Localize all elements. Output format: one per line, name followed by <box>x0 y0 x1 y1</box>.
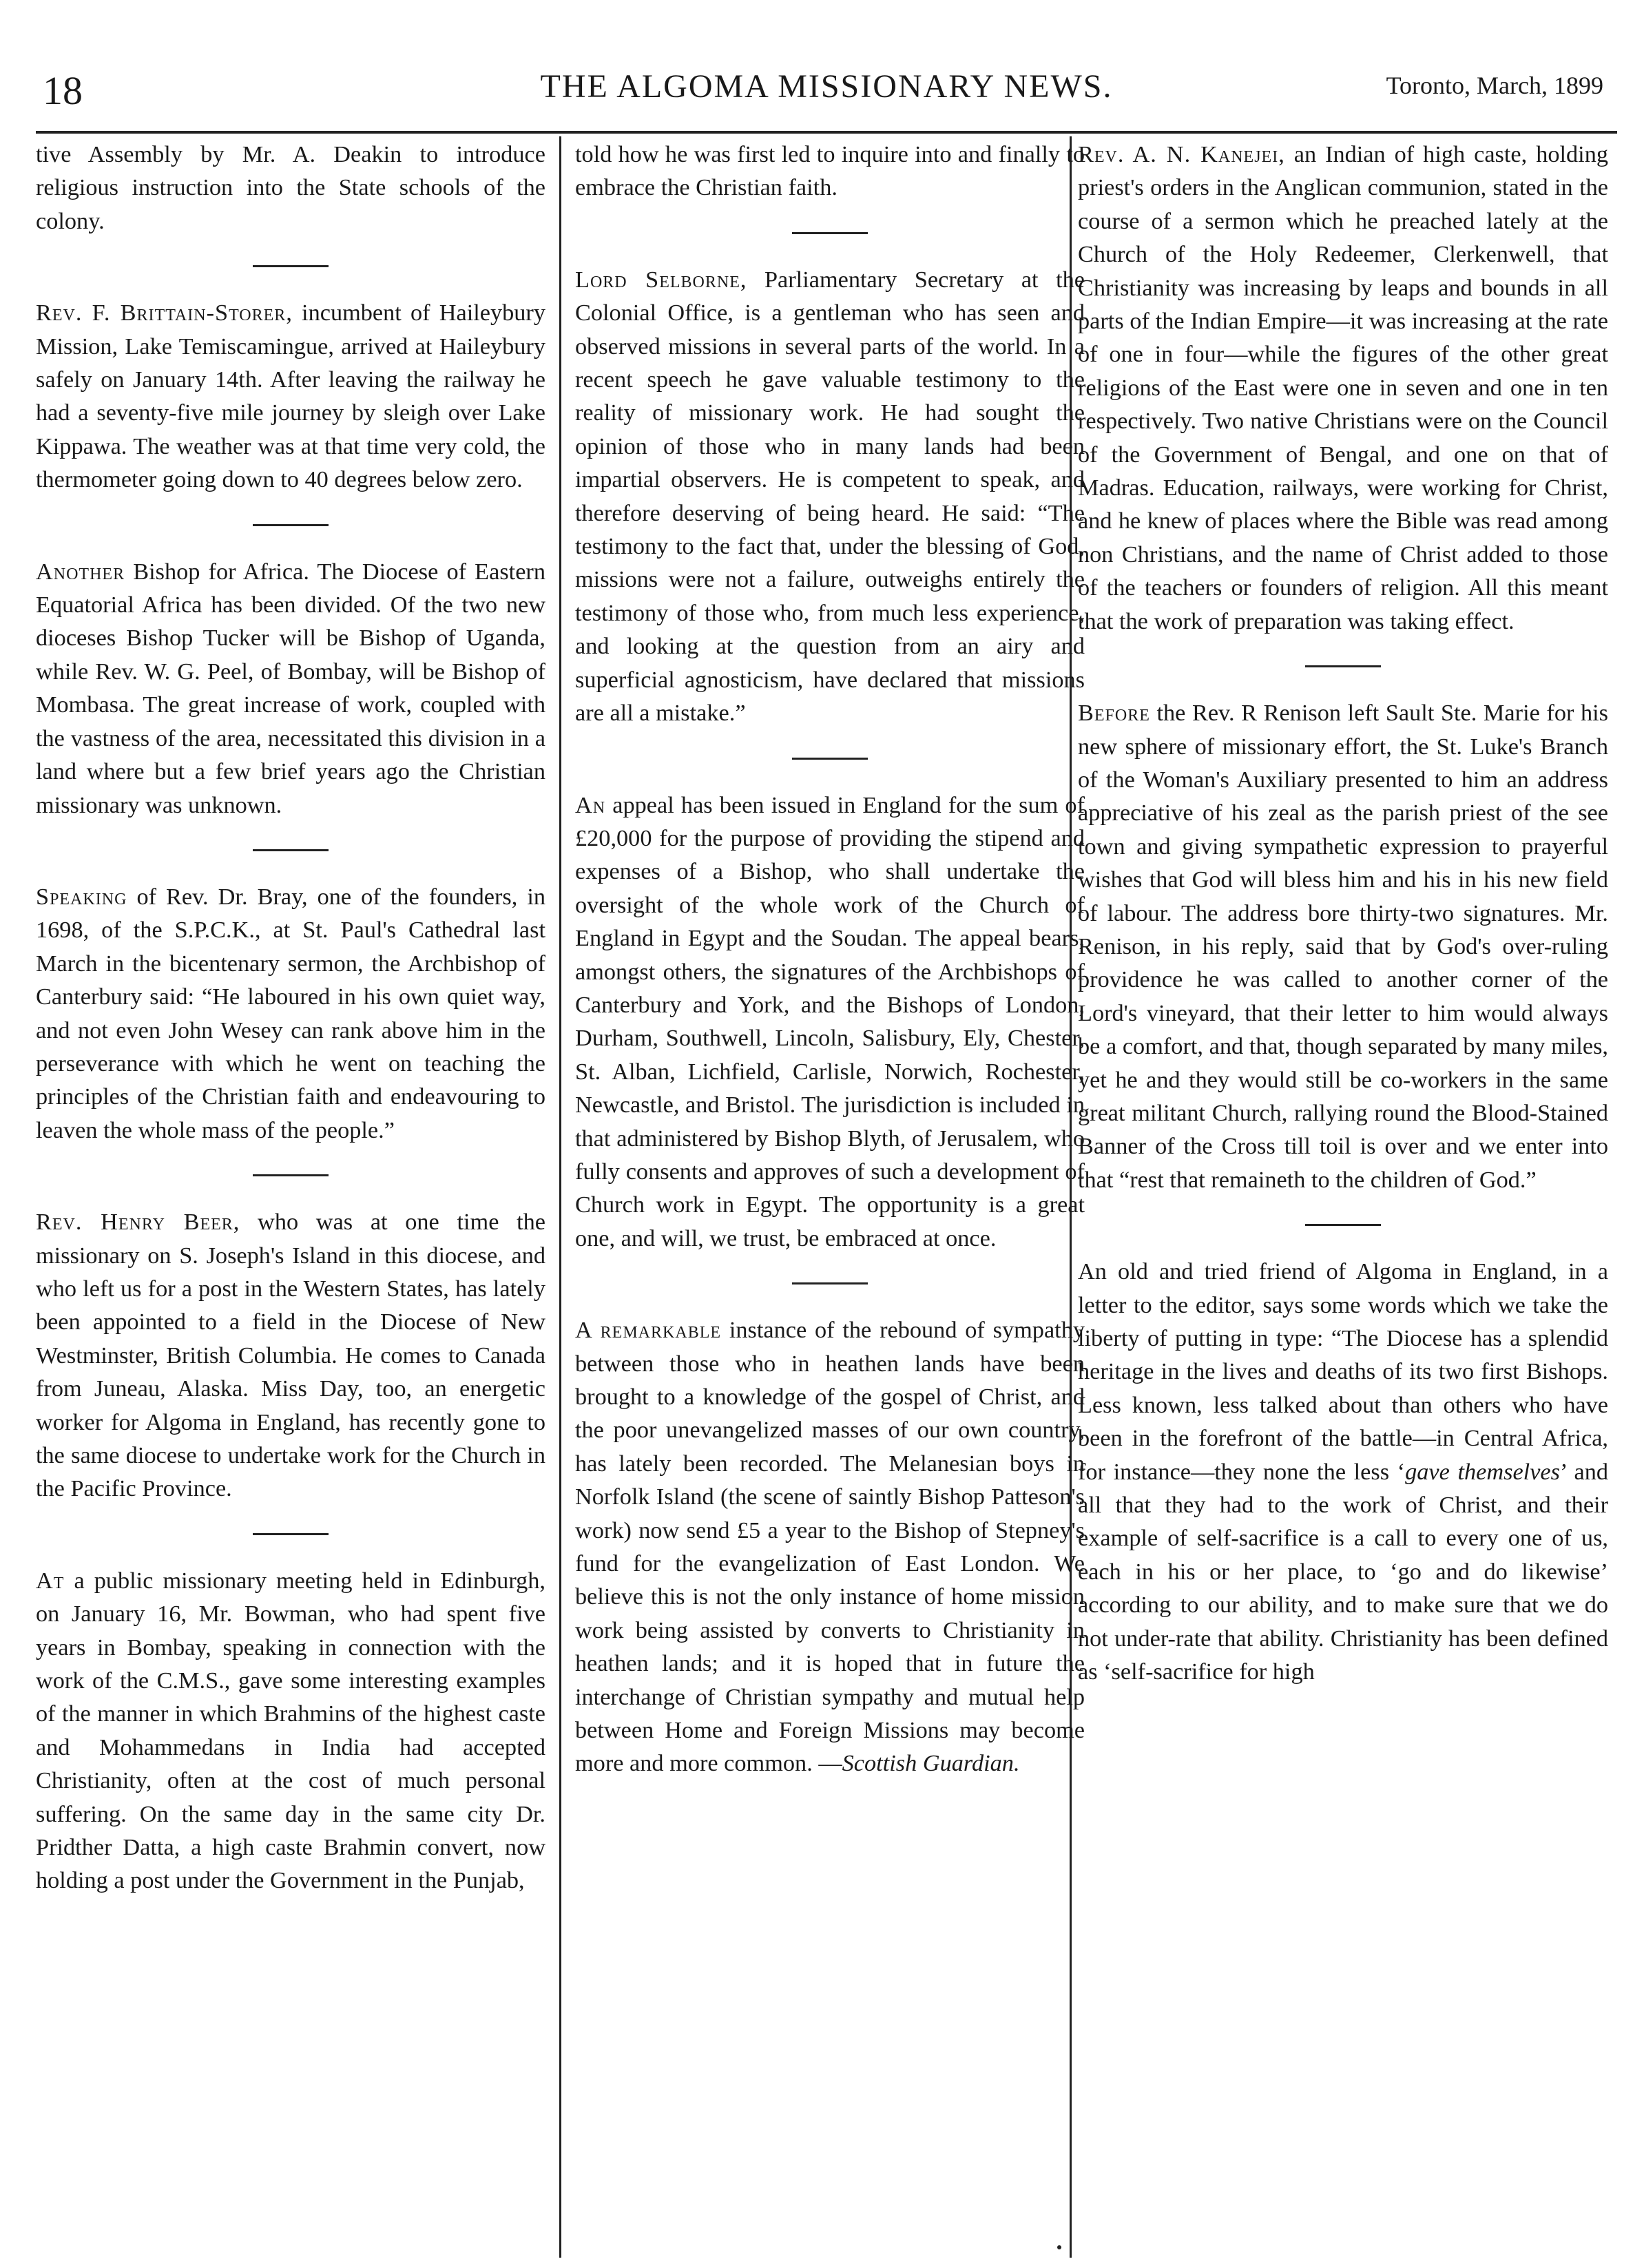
article-paragraph: At a public missionary meeting held in Edinburgh, on January 16, Mr. Bowman, who had spent five years in Bombay, speaking in connection with the work of the C.M.S., gave some interesting examples of the manner in which Brahmins of the highest caste and Mohammedans in India had accepted Christianity, often at the cost of much personal suffering. On the same day in the same city Dr. Pridther Datta, a high caste Brahmin convert, now holding a post under the Government in the Punjab, <box>36 1567 545 1894</box>
header-rule <box>36 131 1617 134</box>
page-number: 18 <box>43 68 83 113</box>
article-paragraph: Lord Selborne, Parliamentary Secretary at the Colonial Office, is a gentleman who has seen and observed missions in several parts of the world. In a recent speech he gave valuable testimony to the reality of missionary work. He had sought the opinion of those who in many lands had been impartial observers. He is competent to speak, and therefore deserving of being heard. He said: “The testimony to the fact that, under the blessing of God, missions were not a failure, outweighs entirely the testimony of those who, from much less experience, and looking at the question from an airy and superficial agnosticism, have declared that missions are all a mistake.” <box>575 266 1085 727</box>
print-mark <box>1057 2245 1061 2249</box>
column-2 <box>575 138 1085 2211</box>
column-1 <box>36 138 545 2211</box>
article-paragraph: Before the Rev. R Renison left Sault Ste. Marie for his new sphere of missionary effort, the St. Luke's Branch of the Woman's Auxiliary presented to him an address appreciative of his zeal as the parish priest of the see town and giving sympathetic expression to prayerful wishes that God will bless him and his in his new field of labour. The address bore thirty-two signatures. Mr. Renison, in his reply, said that by God's over-ruling providence he was called to another corner of the Lord's vineyard, that their letter to him would always be a comfort, and that, though separated by many miles, yet he and they would still be co-workers in the same great militant Church, rallying round the Blood-Stained Banner of the Cross till toil is over and we enter into that “rest that remaineth to the children of God.” <box>1078 700 1608 1193</box>
column-3 <box>1078 138 1608 2211</box>
article-paragraph: tive Assembly by Mr. A. Deakin to introduce religious instruction into the State schools of the colony. <box>36 141 545 234</box>
article-separator <box>792 232 868 234</box>
article-paragraph: Rev. Henry Beer, who was at one time the missionary on S. Joseph's Island in this diocese, and who left us for a post in the Western States, has lately been appointed to a field in the Diocese of New Westminster, British Columbia. He comes to Canada from Juneau, Alaska. Miss Day, too, an energetic worker for Algoma in England, has recently gone to the same diocese to undertake work for the Church in the Pacific Province. <box>36 1209 545 1502</box>
journal-title: THE ALGOMA MISSIONARY NEWS. <box>540 68 1113 105</box>
article-paragraph: Another Bishop for Africa. The Diocese of Eastern Equatorial Africa has been divided. Of the two new dioceses Bishop Tucker will be Bishop of Uganda, while Rev. W. G. Peel, of Bombay, will be Bishop of Mombasa. The great increase of work, coupled with the vastness of the area, necessitated this division in a land where but a few brief years ago the Christian missionary was unknown. <box>36 558 545 818</box>
article-paragraph: An appeal has been issued in England for the sum of £20,000 for the purpose of providing the stipend and expenses of a Bishop, who shall undertake the oversight of the whole work of the Church of England in Egypt and the Soudan. The appeal bears, amongst others, the signatures of the Archbishops of Canterbury and York, and the Bishops of London, Durham, Southwell, Lincoln, Salisbury, Ely, Chester, St. Alban, Lichfield, Carlisle, Norwich, Rochester, Newcastle, and Bristol. The jurisdiction is included in that administered by Bishop Blyth, of Jerusalem, who fully consents and approves of such a development of Church work in Egypt. The opportunity is a great one, and will, we trust, be embraced at once. <box>575 791 1085 1251</box>
article-separator <box>253 265 329 267</box>
article-separator <box>792 758 868 760</box>
article-paragraph: told how he was first led to inquire into and finally to embrace the Christian faith. <box>575 141 1085 201</box>
source-citation: Scottish Guardian. <box>842 1750 1020 1777</box>
article-separator <box>253 524 329 526</box>
article-separator <box>253 1533 329 1535</box>
dateline: Toronto, March, 1899 <box>1386 72 1603 99</box>
article-paragraph: Rev. F. Brittain-Storer, incumbent of Haileybury Mission, Lake Temiscamingue, arrived at Haileybury safely on January 14th. After leaving the railway he had a seventy-five mile journey by sleigh over Lake Kippawa. The weather was at that time very cold, the thermometer going down to 40 degrees below zero. <box>36 300 545 493</box>
article-paragraph: A remarkable instance of the rebound of sympathy between those who in heathen lands have been brought to a knowledge of the gospel of Christ, and the poor unevangelized masses of our own country, has lately been recorded. The Melanesian boys in Norfolk Island (the scene of saintly Bishop Patteson's work) now send £5 a year to the Bishop of Stepney's fund for the evangelization of East London. We believe this is not the only instance of home mission work being assisted by converts to Christianity in heathen lands; and it is hoped that in future the interchange of Christian sympathy and mutual help between Home and Foreign Missions may become more and more common. —Scottish Guardian. <box>575 1317 1085 1777</box>
article-paragraph: Rev. A. N. Kanejei, an Indian of high caste, holding priest's orders in the Anglican communion, stated in the course of a sermon which he preached lately at the Church of the Holy Redeemer, Clerkenwell, that Christianity was increasing by leaps and bounds in all parts of the Indian Empire—it was increasing at the rate of one in four—while the figures of the other great religions of the East were one in seven and one in ten respectively. Two native Christians were on the Council of the Government of Bengal, and one on that of Madras. Education, railways, were working for Christ, and he knew of places where the Bible was read among non Christians, and the name of Christ added to those of the teachers or founders of religion. All this meant that the work of preparation was taking effect. <box>1078 141 1608 634</box>
article-separator <box>1305 1224 1381 1226</box>
page-header <box>36 54 1617 129</box>
article-paragraph: An old and tried friend of Algoma in England, in a letter to the editor, says some words which we take the liberty of putting in type: “The Diocese has a splendid heritage in the lives and deaths of its two first Bishops. Less known, less talked about than others who have been in the forefront of the battle—in Central Africa, for instance—they none the less ‘gave themselves’ and all that they had to the work of Christ, and their example of self-sacrifice is a call to every one of us, each in his or her place, to ‘go and do likewise’ according to our ability, and to make sure that we do not under-rate that ability. Christianity has been defined as ‘self-sacrifice for high <box>1078 1258 1608 1685</box>
article-separator <box>1305 665 1381 667</box>
article-separator <box>792 1282 868 1284</box>
article-paragraph: Speaking of Rev. Dr. Bray, one of the founders, in 1698, of the S.P.C.K., at St. Paul's Cathedral last March in the bicentenary sermon, the Archbishop of Canterbury said: “He laboured in his own quiet way, and not even John Wesey can rank above him in the perseverance with which he went on teaching the principles of the Christian faith and endeavouring to leaven the whole mass of the people.” <box>36 883 545 1143</box>
article-separator <box>253 849 329 851</box>
column-divider <box>559 136 561 2258</box>
article-separator <box>253 1174 329 1176</box>
